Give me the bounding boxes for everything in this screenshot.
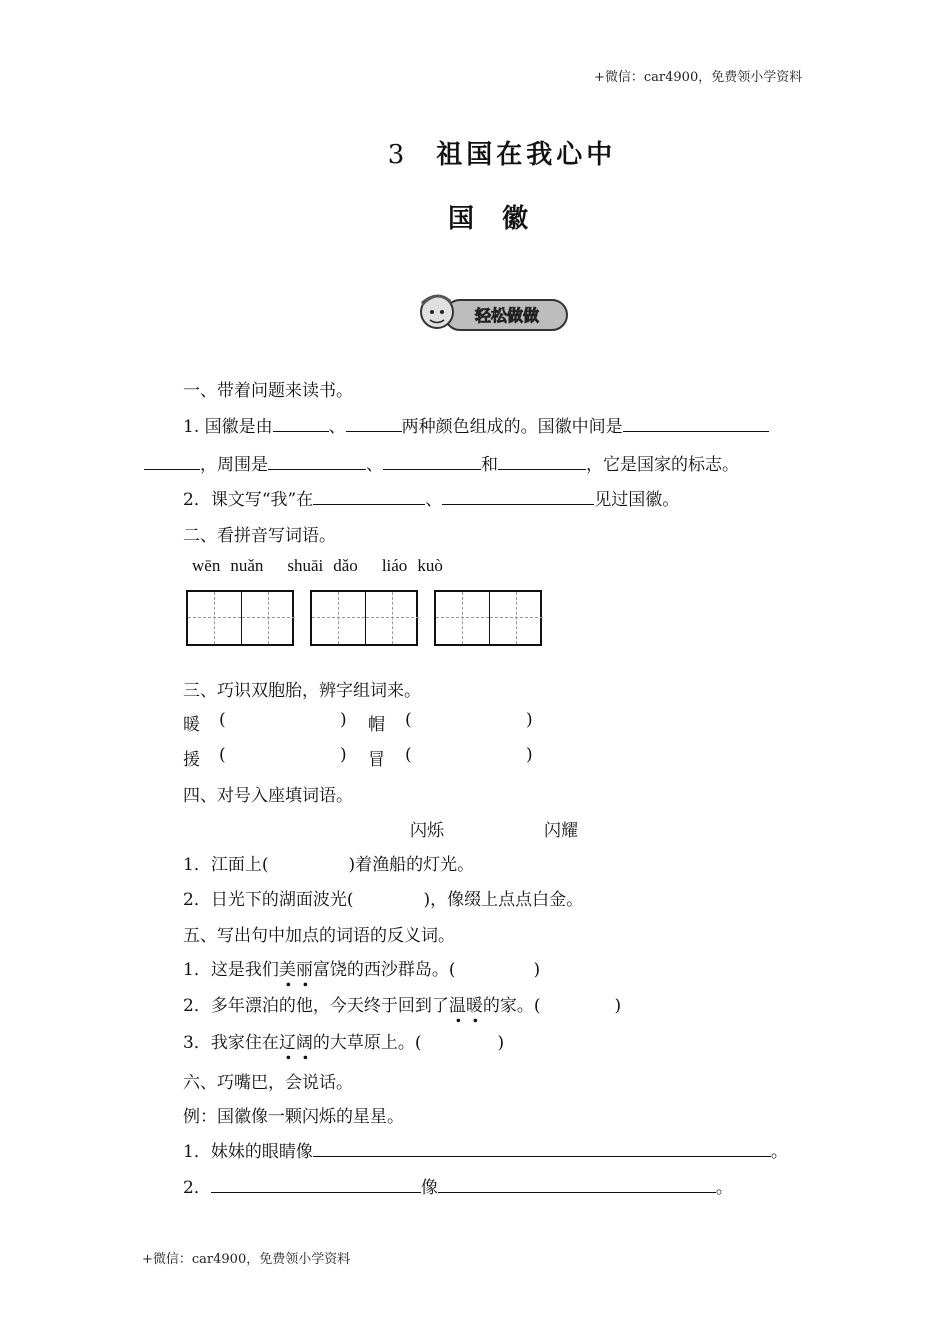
q1-text-b: 、	[328, 417, 346, 437]
paren-open: (	[219, 710, 226, 730]
section5-q3	[183, 1028, 504, 1053]
footer-note: +微信：car4900，免费领小学资料	[142, 1252, 351, 1267]
unit-title	[0, 134, 950, 171]
dotted-char: 温	[448, 996, 466, 1016]
q2-text-b: 、	[425, 490, 443, 510]
s4-q1-a: 1．江面上(	[183, 855, 269, 875]
s5-q1-post: 富饶的西沙群岛。(	[312, 960, 456, 980]
q1-text-g: ，它是国家的标志。	[586, 455, 739, 475]
section4-heading: 四、对号入座填词语。	[183, 786, 353, 806]
q1-blank-3b[interactable]	[144, 453, 200, 470]
paren-close: )	[340, 710, 347, 730]
pinyin-4: dǎo	[333, 556, 358, 575]
word-option-1: 闪烁	[410, 821, 444, 841]
q1-blank-4[interactable]	[268, 453, 366, 470]
s5-q3-pre: 3．我家住在	[183, 1033, 279, 1053]
q1-blank-2[interactable]	[346, 415, 402, 432]
q1-text-a: 1. 国徽是由	[183, 417, 273, 437]
q1-text-e: 、	[366, 455, 383, 475]
s6-q2-blank-2[interactable]	[438, 1176, 716, 1193]
s4-q2-b: )，像缀上点点白金。	[423, 890, 584, 910]
unit-name: 祖国在我心中	[436, 140, 617, 170]
section1-q1-line2	[144, 450, 739, 475]
writing-grid-1[interactable]	[186, 590, 294, 646]
paren-close: )	[497, 1033, 505, 1053]
paren-close: )	[614, 996, 622, 1016]
q1-blank-1[interactable]	[273, 415, 329, 432]
paren-open: (	[219, 745, 226, 765]
writing-grid-3[interactable]	[434, 590, 542, 646]
paren-close: )	[533, 960, 541, 980]
q2-blank-2[interactable]	[442, 488, 594, 505]
section5-q1	[183, 955, 540, 980]
q1-blank-6[interactable]	[498, 453, 586, 470]
section1-q2	[183, 485, 679, 510]
dotted-char: 美	[278, 960, 296, 980]
section3-heading: 三、巧识双胞胎，辨字组词来。	[183, 681, 421, 701]
pinyin-3: shuāi	[287, 556, 324, 575]
pinyin-5: liáo	[381, 556, 408, 575]
writing-grid-2[interactable]	[310, 590, 418, 646]
pinyin-2: nuǎn	[230, 556, 264, 575]
section6-heading: 六、巧嘴巴，会说话。	[183, 1073, 353, 1093]
easy-practice-badge	[415, 290, 570, 338]
s5-q2-pre: 2．多年漂泊的他，今天终于回到了	[183, 996, 449, 1016]
q1-text-c: 两种颜色组成的。国徽中间是	[401, 417, 623, 437]
paren-close: )	[526, 710, 533, 730]
word-option-2: 闪耀	[544, 821, 578, 841]
paren-open: (	[405, 710, 412, 730]
pinyin-1: wēn	[192, 556, 221, 575]
s4-q1-b: )着渔船的灯光。	[348, 855, 475, 875]
dotted-char: 辽	[278, 1033, 296, 1053]
q2-blank-1[interactable]	[313, 488, 425, 505]
lesson-title: 国徽	[447, 204, 556, 234]
s4-q2-a: 2．日光下的湖面波光(	[183, 890, 354, 910]
s6-q2-end: 。	[715, 1178, 733, 1198]
q1-blank-5[interactable]	[383, 453, 481, 470]
section6-example: 例：国徽像一颗闪烁的星星。	[183, 1107, 404, 1127]
section4-q2	[183, 885, 583, 910]
q1-text-f: 和	[481, 455, 498, 475]
q1-text-d: ，周围是	[200, 455, 268, 475]
dotted-char: 阔	[295, 1033, 313, 1053]
header-note: +微信：car4900，免费领小学资料	[594, 70, 803, 85]
section1-heading: 一、带着问题来读书。	[183, 381, 353, 401]
q2-text-a: 2．课文写“我”在	[183, 490, 314, 510]
badge-label: 轻松做做	[474, 306, 540, 325]
section6-q2	[183, 1173, 733, 1198]
pair-row-1-char1: 暖	[183, 715, 200, 735]
section5-q2	[183, 991, 621, 1016]
pair-row-2-char1: 援	[183, 750, 200, 770]
section4-q1	[183, 850, 474, 875]
q2-text-c: 见过国徽。	[594, 490, 680, 510]
dotted-char: 丽	[295, 960, 313, 980]
section1-q1-line1	[183, 412, 769, 437]
unit-number: 3	[387, 140, 409, 170]
s5-q2-post: 的家。(	[482, 996, 541, 1016]
pair-row-1-char2: 帽	[368, 715, 385, 735]
q1-blank-3[interactable]	[623, 415, 769, 432]
paren-open: (	[405, 745, 412, 765]
s6-q1-end: 。	[770, 1142, 788, 1162]
dotted-char: 暖	[465, 996, 483, 1016]
section2-heading: 二、看拼音写词语。	[183, 526, 336, 546]
section6-q1	[183, 1137, 788, 1162]
section5-heading: 五、写出句中加点的词语的反义词。	[183, 926, 455, 946]
pinyin-6: kuò	[417, 556, 443, 575]
s5-q3-post: 的大草原上。(	[312, 1033, 422, 1053]
paren-close: )	[526, 745, 533, 765]
s6-q2-b: 像	[420, 1178, 438, 1198]
pair-row-2-char2: 冒	[368, 750, 385, 770]
paren-close: )	[340, 745, 347, 765]
s6-q1-blank[interactable]	[313, 1140, 771, 1157]
s5-q1-pre: 1．这是我们	[183, 960, 279, 980]
s6-q2-blank-1[interactable]	[211, 1176, 421, 1193]
s6-q2-a: 2．	[183, 1178, 211, 1198]
s6-q1-a: 1．妹妹的眼睛像	[183, 1142, 313, 1162]
pinyin-row	[192, 556, 453, 576]
